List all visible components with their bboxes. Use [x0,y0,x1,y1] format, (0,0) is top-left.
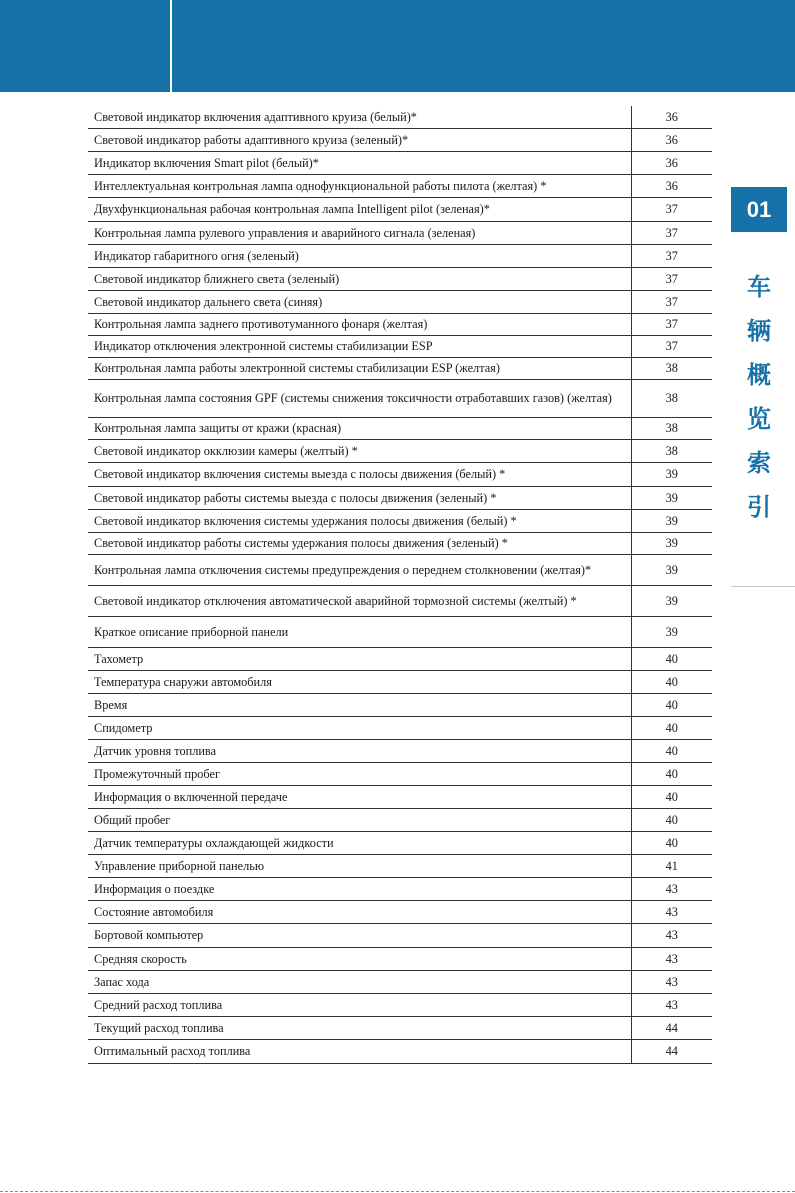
toc-row[interactable] [88,585,712,616]
toc-row[interactable] [88,947,712,970]
toc-entry-title: Датчик температуры охлаждающей жидкости [88,831,631,854]
toc-entry-page: 39 [631,486,712,509]
toc-row[interactable] [88,197,712,221]
toc-entry-title: Контрольная лампа рулевого управления и аварийного сигнала (зеленая) [88,221,631,244]
toc-row[interactable] [88,290,712,313]
toc-entry-title: Контрольная лампа отключения системы предупреждения о переднем столкновении (желтая)* [88,554,631,585]
toc-entry-title: Контрольная лампа работы электронной системы стабилизации ESP (желтая) [88,357,631,379]
toc-entry-page: 40 [631,647,712,670]
toc-body [88,106,712,1063]
toc-entry-title: Бортовой компьютер [88,923,631,947]
toc-entry-title: Средняя скорость [88,947,631,970]
toc-entry-title: Спидометр [88,716,631,739]
toc-entry-title: Световой индикатор работы адаптивного круиза (зеленый)* [88,128,631,151]
toc-entry-page: 38 [631,379,712,417]
toc-row[interactable] [88,785,712,808]
toc-entry-page: 36 [631,174,712,197]
toc-row[interactable] [88,1016,712,1039]
chapter-title-char: 索 [747,449,771,477]
toc-entry-title: Световой индикатор отключения автоматической аварийной тормозной системы (желтый) * [88,585,631,616]
toc-entry-title: Краткое описание приборной панели [88,616,631,647]
toc-entry-page: 36 [631,151,712,174]
toc-entry-page: 44 [631,1016,712,1039]
toc-entry-title: Световой индикатор ближнего света (зеленый) [88,267,631,290]
toc-entry-page: 39 [631,462,712,486]
toc-entry-title: Интеллектуальная контрольная лампа однофункциональной работы пилота (желтая) * [88,174,631,197]
toc-entry-page: 37 [631,335,712,357]
chapter-title-vertical [731,265,787,529]
header-divider [170,0,172,92]
toc-entry-title: Контрольная лампа защиты от кражи (красная) [88,417,631,439]
toc-row[interactable] [88,670,712,693]
toc-entry-page: 40 [631,808,712,831]
toc-entry-page: 37 [631,267,712,290]
toc-entry-title: Световой индикатор включения системы удержания полосы движения (белый) * [88,509,631,532]
toc-entry-page: 40 [631,831,712,854]
toc-row[interactable] [88,417,712,439]
toc-entry-title: Индикатор отключения электронной системы стабилизации ESP [88,335,631,357]
toc-row[interactable] [88,831,712,854]
toc-row[interactable] [88,486,712,509]
toc-entry-title: Световой индикатор работы системы удержания полосы движения (зеленый) * [88,532,631,554]
toc-row[interactable] [88,1039,712,1063]
toc-row[interactable] [88,244,712,267]
toc-entry-title: Информация о включенной передаче [88,785,631,808]
toc-row[interactable] [88,693,712,716]
toc-entry-title: Датчик уровня топлива [88,739,631,762]
toc-entry-title: Световой индикатор включения адаптивного круиза (белый)* [88,106,631,128]
toc-entry-title: Световой индикатор работы системы выезда с полосы движения (зеленый) * [88,486,631,509]
toc-row[interactable] [88,854,712,877]
toc-row[interactable] [88,174,712,197]
toc-entry-page: 43 [631,923,712,947]
toc-entry-title: Контрольная лампа состояния GPF (системы снижения токсичности отработавших газов) (желтая) [88,379,631,417]
toc-row[interactable] [88,509,712,532]
toc-table [88,106,712,1064]
toc-entry-page: 37 [631,221,712,244]
toc-row[interactable] [88,313,712,335]
toc-row[interactable] [88,357,712,379]
chapter-title-char: 概 [747,361,771,389]
chapter-title-char: 车 [747,273,771,301]
toc-entry-page: 38 [631,357,712,379]
toc-entry-page: 37 [631,197,712,221]
toc-entry-page: 43 [631,993,712,1016]
toc-entry-title: Средний расход топлива [88,993,631,1016]
toc-row[interactable] [88,267,712,290]
toc-entry-page: 44 [631,1039,712,1063]
toc-row[interactable] [88,993,712,1016]
toc-entry-page: 39 [631,616,712,647]
toc-entry-title: Запас хода [88,970,631,993]
toc-entry-page: 37 [631,244,712,267]
toc-row[interactable] [88,379,712,417]
toc-row[interactable] [88,128,712,151]
toc-row[interactable] [88,221,712,244]
toc-entry-page: 41 [631,854,712,877]
header-band [0,0,795,92]
toc-entry-title: Двухфункциональная рабочая контрольная лампа Intelligent pilot (зеленая)* [88,197,631,221]
chapter-title-char: 览 [747,405,771,433]
toc-entry-title: Контрольная лампа заднего противотуманного фонаря (желтая) [88,313,631,335]
toc-entry-page: 39 [631,509,712,532]
toc-entry-page: 40 [631,762,712,785]
toc-entry-title: Информация о поездке [88,877,631,900]
toc-entry-title: Световой индикатор дальнего света (синяя) [88,290,631,313]
toc-entry-title: Оптимальный расход топлива [88,1039,631,1063]
toc-entry-page: 43 [631,970,712,993]
toc-row[interactable] [88,900,712,923]
toc-entry-page: 38 [631,439,712,462]
toc-row[interactable] [88,716,712,739]
toc-entry-title: Управление приборной панелью [88,854,631,877]
toc-entry-title: Текущий расход топлива [88,1016,631,1039]
toc-entry-title: Индикатор включения Smart pilot (белый)* [88,151,631,174]
toc-row[interactable] [88,808,712,831]
toc-entry-page: 39 [631,585,712,616]
toc-entry-page: 36 [631,106,712,128]
toc-row[interactable] [88,739,712,762]
toc-row[interactable] [88,877,712,900]
toc-entry-title: Время [88,693,631,716]
toc-row[interactable] [88,439,712,462]
toc-entry-page: 39 [631,554,712,585]
toc-entry-title: Общий пробег [88,808,631,831]
toc-entry-page: 37 [631,313,712,335]
toc-row[interactable] [88,923,712,947]
toc-entry-page: 40 [631,670,712,693]
toc-entry-page: 37 [631,290,712,313]
toc-row[interactable] [88,335,712,357]
toc-entry-page: 43 [631,947,712,970]
toc-entry-page: 40 [631,716,712,739]
toc-row[interactable] [88,462,712,486]
toc-entry-title: Световой индикатор окклюзии камеры (желтый) * [88,439,631,462]
toc-entry-page: 39 [631,532,712,554]
chapter-title-char: 辆 [747,317,771,345]
toc-entry-page: 40 [631,693,712,716]
toc-entry-title: Индикатор габаритного огня (зеленый) [88,244,631,267]
toc-row[interactable] [88,106,712,128]
toc-row[interactable] [88,647,712,670]
toc-entry-title: Состояние автомобиля [88,900,631,923]
toc-row[interactable] [88,532,712,554]
toc-row[interactable] [88,554,712,585]
toc-entry-page: 43 [631,877,712,900]
toc-entry-page: 40 [631,739,712,762]
toc-entry-page: 40 [631,785,712,808]
toc-entry-title: Температура снаружи автомобиля [88,670,631,693]
toc-entry-page: 43 [631,900,712,923]
toc-entry-page: 36 [631,128,712,151]
chapter-number: 01 [746,196,772,222]
side-divider [731,586,795,587]
chapter-title-char: 引 [747,493,771,521]
toc-entry-page: 38 [631,417,712,439]
toc-row[interactable] [88,616,712,647]
toc-row[interactable] [88,151,712,174]
toc-entry-title: Промежуточный пробег [88,762,631,785]
toc-row[interactable] [88,970,712,993]
chapter-tab[interactable] [731,187,787,232]
toc-entry-title: Тахометр [88,647,631,670]
toc-row[interactable] [88,762,712,785]
toc-entry-title: Световой индикатор включения системы выезда с полосы движения (белый) * [88,462,631,486]
